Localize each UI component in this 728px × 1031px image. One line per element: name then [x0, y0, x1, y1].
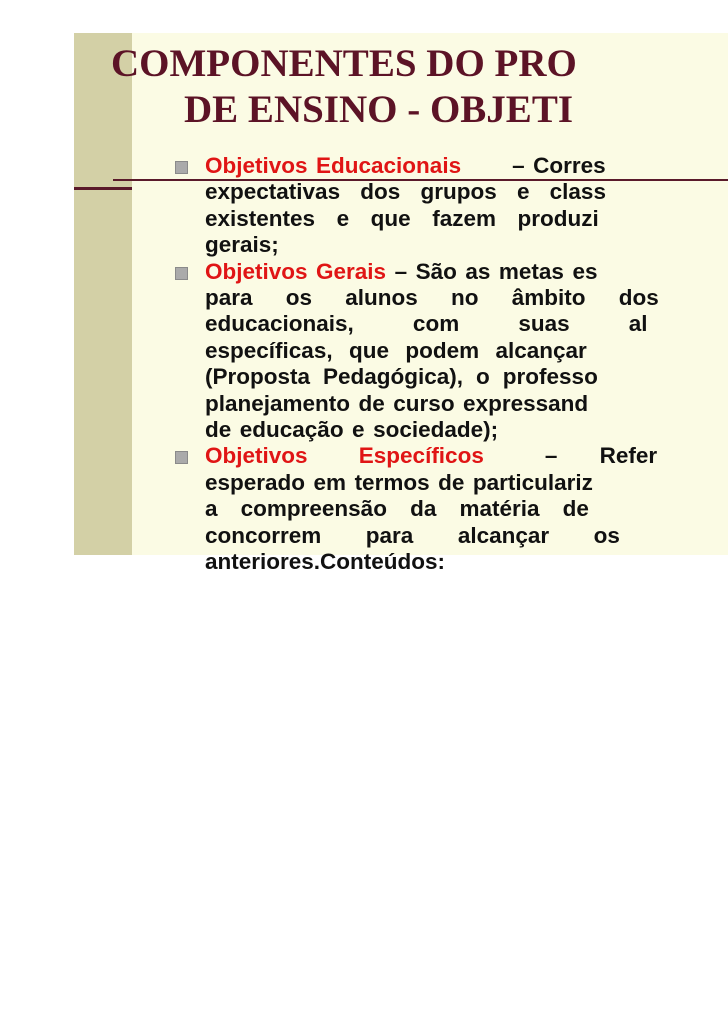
- bullet-line: a compreensão da matéria de: [205, 496, 589, 522]
- bullet-item-objetivos-educacionais: [173, 153, 728, 259]
- bullet-term: Objetivos Gerais: [205, 258, 387, 284]
- bullet-line: [205, 153, 728, 179]
- bullet-line: gerais;: [205, 232, 279, 258]
- square-bullet-icon: [175, 267, 188, 280]
- bullet-line: de educação e sociedade);: [205, 417, 499, 443]
- bullet-text: – Corres: [512, 153, 606, 178]
- square-bullet-icon: [175, 451, 188, 464]
- bullet-line: esperado em termos de particulariz: [205, 469, 593, 495]
- bullet-line: específicas, que podem alcançar: [205, 337, 587, 363]
- bullet-list: [173, 153, 728, 576]
- bullet-line: [205, 443, 728, 469]
- bullet-line: expectativas dos grupos e class: [205, 179, 606, 205]
- slide-side-accent-line: [74, 187, 132, 190]
- slide-title: [111, 41, 728, 133]
- bullet-term: Objetivos Educacionais: [205, 153, 462, 178]
- slide-title-line-2: DE ENSINO - OBJETI: [184, 88, 574, 131]
- slide-title-line-1: COMPONENTES DO PRO: [111, 42, 577, 85]
- square-bullet-icon: [175, 161, 188, 174]
- bullet-line: concorrem para alcançar os: [205, 522, 620, 548]
- bullet-item-objetivos-gerais: [173, 259, 728, 444]
- bullet-line: para os alunos no âmbito dos: [205, 285, 659, 311]
- bullet-line: existentes e que fazem produzi: [205, 205, 599, 231]
- bullet-term: Objetivos Específicos: [205, 443, 484, 469]
- bullet-line: anteriores.Conteúdos:: [205, 549, 446, 575]
- bullet-item-objetivos-especificos: [173, 443, 728, 575]
- bullet-text: – Refer: [544, 443, 658, 469]
- bullet-text: – São as metas es: [394, 258, 598, 284]
- bullet-line: planejamento de curso expressand: [205, 390, 589, 416]
- bullet-line: educacionais, com suas al: [205, 311, 648, 337]
- bullet-line: [205, 259, 728, 285]
- bullet-line: (Proposta Pedagógica), o professo: [205, 364, 598, 390]
